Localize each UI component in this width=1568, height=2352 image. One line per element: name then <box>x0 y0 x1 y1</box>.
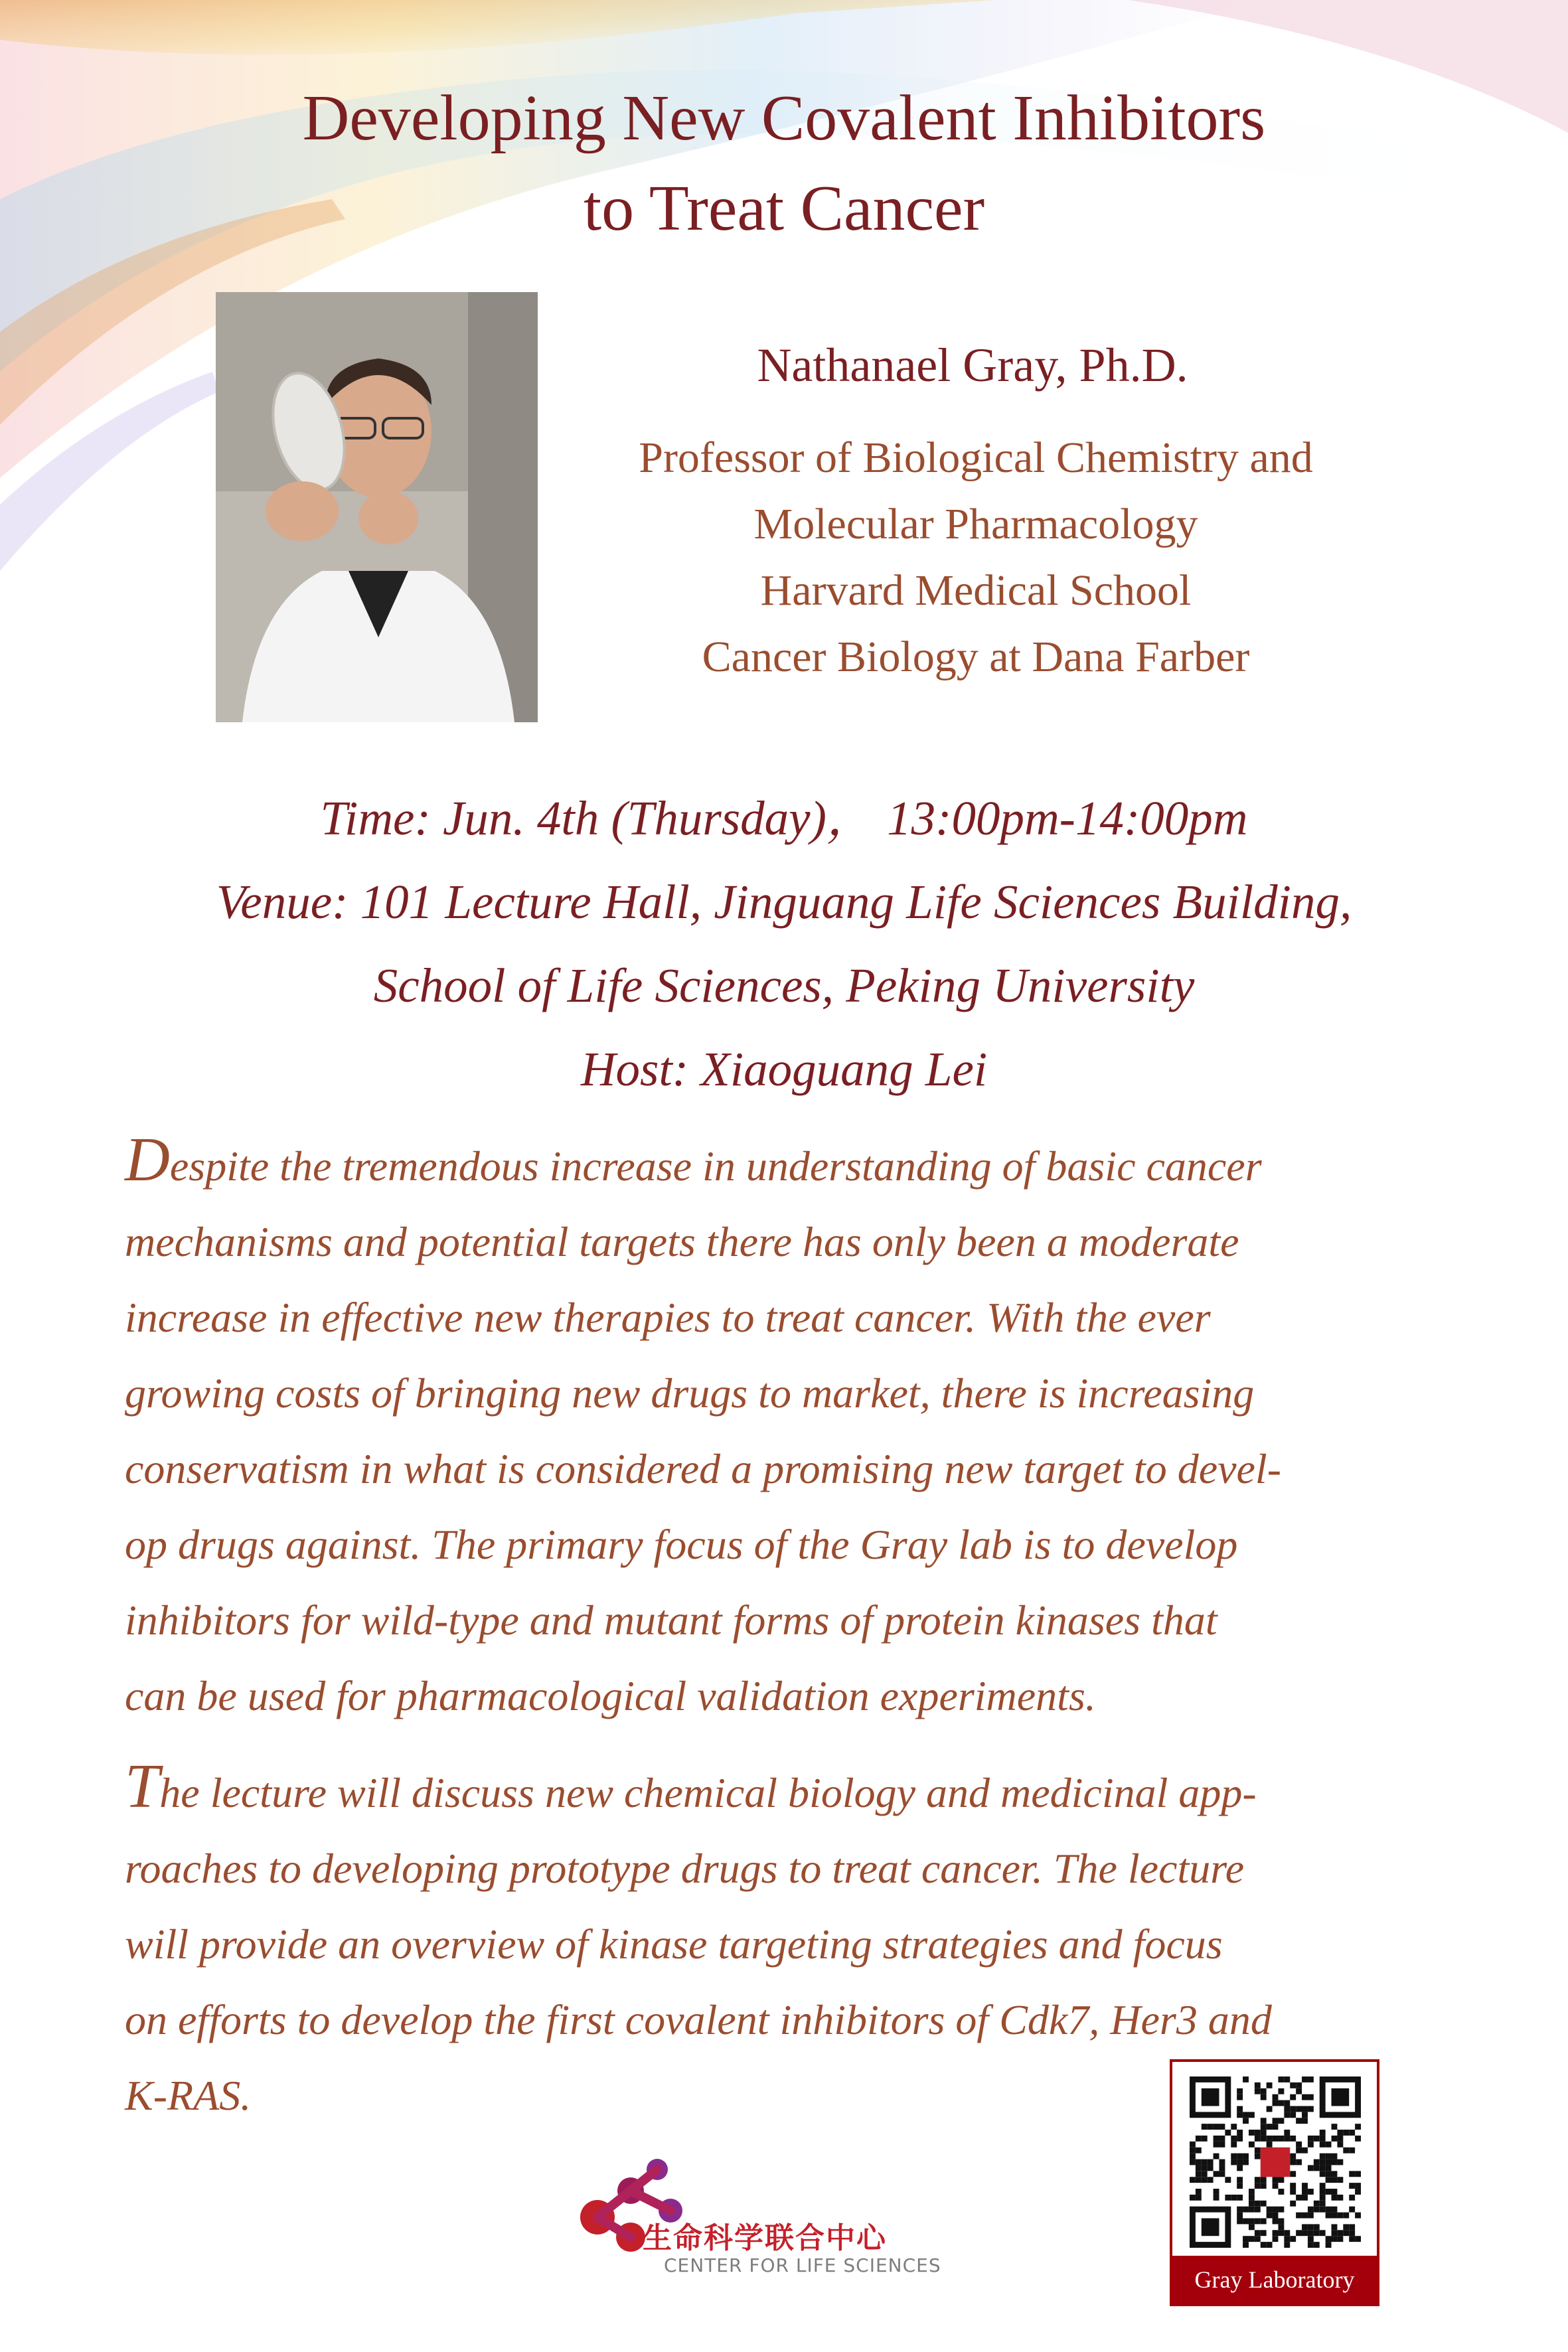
affiliation-line: Cancer Biology at Dana Farber <box>702 633 1250 681</box>
speaker-photo-image <box>216 292 538 722</box>
abstract-paragraph-1 <box>125 1122 1459 1734</box>
event-venue-line-1: Venue: 101 Lecture Hall, Jinguang Life Sciences Building, <box>216 875 1352 929</box>
abstract-line: roaches to developing prototype drugs to treat cancer. The lecture <box>125 1845 1245 1892</box>
affiliation-line: Professor of Biological Chemistry and <box>639 433 1313 482</box>
speaker-name: Nathanael Gray, Ph.D. <box>757 339 1188 392</box>
title-line-2: to Treat Cancer <box>583 173 985 244</box>
abstract-line: Despite the tremendous increase in understanding of basic cancer <box>125 1125 1262 1194</box>
abstract-line: will provide an overview of kinase targeting strategies and focus <box>125 1921 1223 1968</box>
drop-cap: T <box>125 1752 160 1821</box>
abstract-line: on efforts to develop the first covalent inhibitors of Cdk7, Her3 and <box>125 1996 1272 2043</box>
title-line-1: Developing New Covalent Inhibitors <box>302 82 1266 154</box>
abstract-line: The lecture will discuss new chemical biology and medicinal app- <box>125 1752 1257 1821</box>
abstract-line: mechanisms and potential targets there has only been a moderate <box>125 1218 1239 1265</box>
qr-center-logo <box>1261 2148 1290 2177</box>
poster-title <box>0 73 1568 254</box>
speaker-photo <box>216 292 538 722</box>
speaker-affiliations <box>571 425 1381 690</box>
abstract-line: op drugs against. The primary focus of the Gray lab is to develop <box>125 1521 1238 1568</box>
qr-code-card[interactable] <box>1170 2059 1379 2306</box>
abstract-line: growing costs of bringing new drugs to market, there is increasing <box>125 1370 1255 1417</box>
affiliation-line: Molecular Pharmacology <box>753 500 1198 548</box>
event-host: Host: Xiaoguang Lei <box>580 1042 988 1096</box>
drop-cap: D <box>125 1125 170 1194</box>
event-venue-line-2: School of Life Sciences, Peking University <box>373 959 1195 1012</box>
event-details <box>0 777 1568 1111</box>
abstract-line: K-RAS. <box>125 2072 252 2119</box>
abstract-line: increase in effective new therapies to treat cancer. With the ever <box>125 1294 1211 1341</box>
qr-code[interactable] <box>1190 2077 1361 2248</box>
qr-label: Gray Laboratory <box>1172 2256 1377 2304</box>
event-time: Time: Jun. 4th (Thursday)， 13:00pm-14:00pm <box>320 791 1248 845</box>
affiliation-line: Harvard Medical School <box>760 566 1192 615</box>
logo-chinese-text: 生命科学联合中心 <box>643 2221 887 2255</box>
abstract-line: can be used for pharmacological validation experiments. <box>125 1672 1096 1719</box>
logo-english-text: CENTER FOR LIFE SCIENCES <box>664 2254 941 2276</box>
abstract-line: inhibitors for wild-type and mutant forms of protein kinases that <box>125 1597 1217 1644</box>
abstract-line: conservatism in what is considered a promising new target to devel- <box>125 1445 1281 1492</box>
